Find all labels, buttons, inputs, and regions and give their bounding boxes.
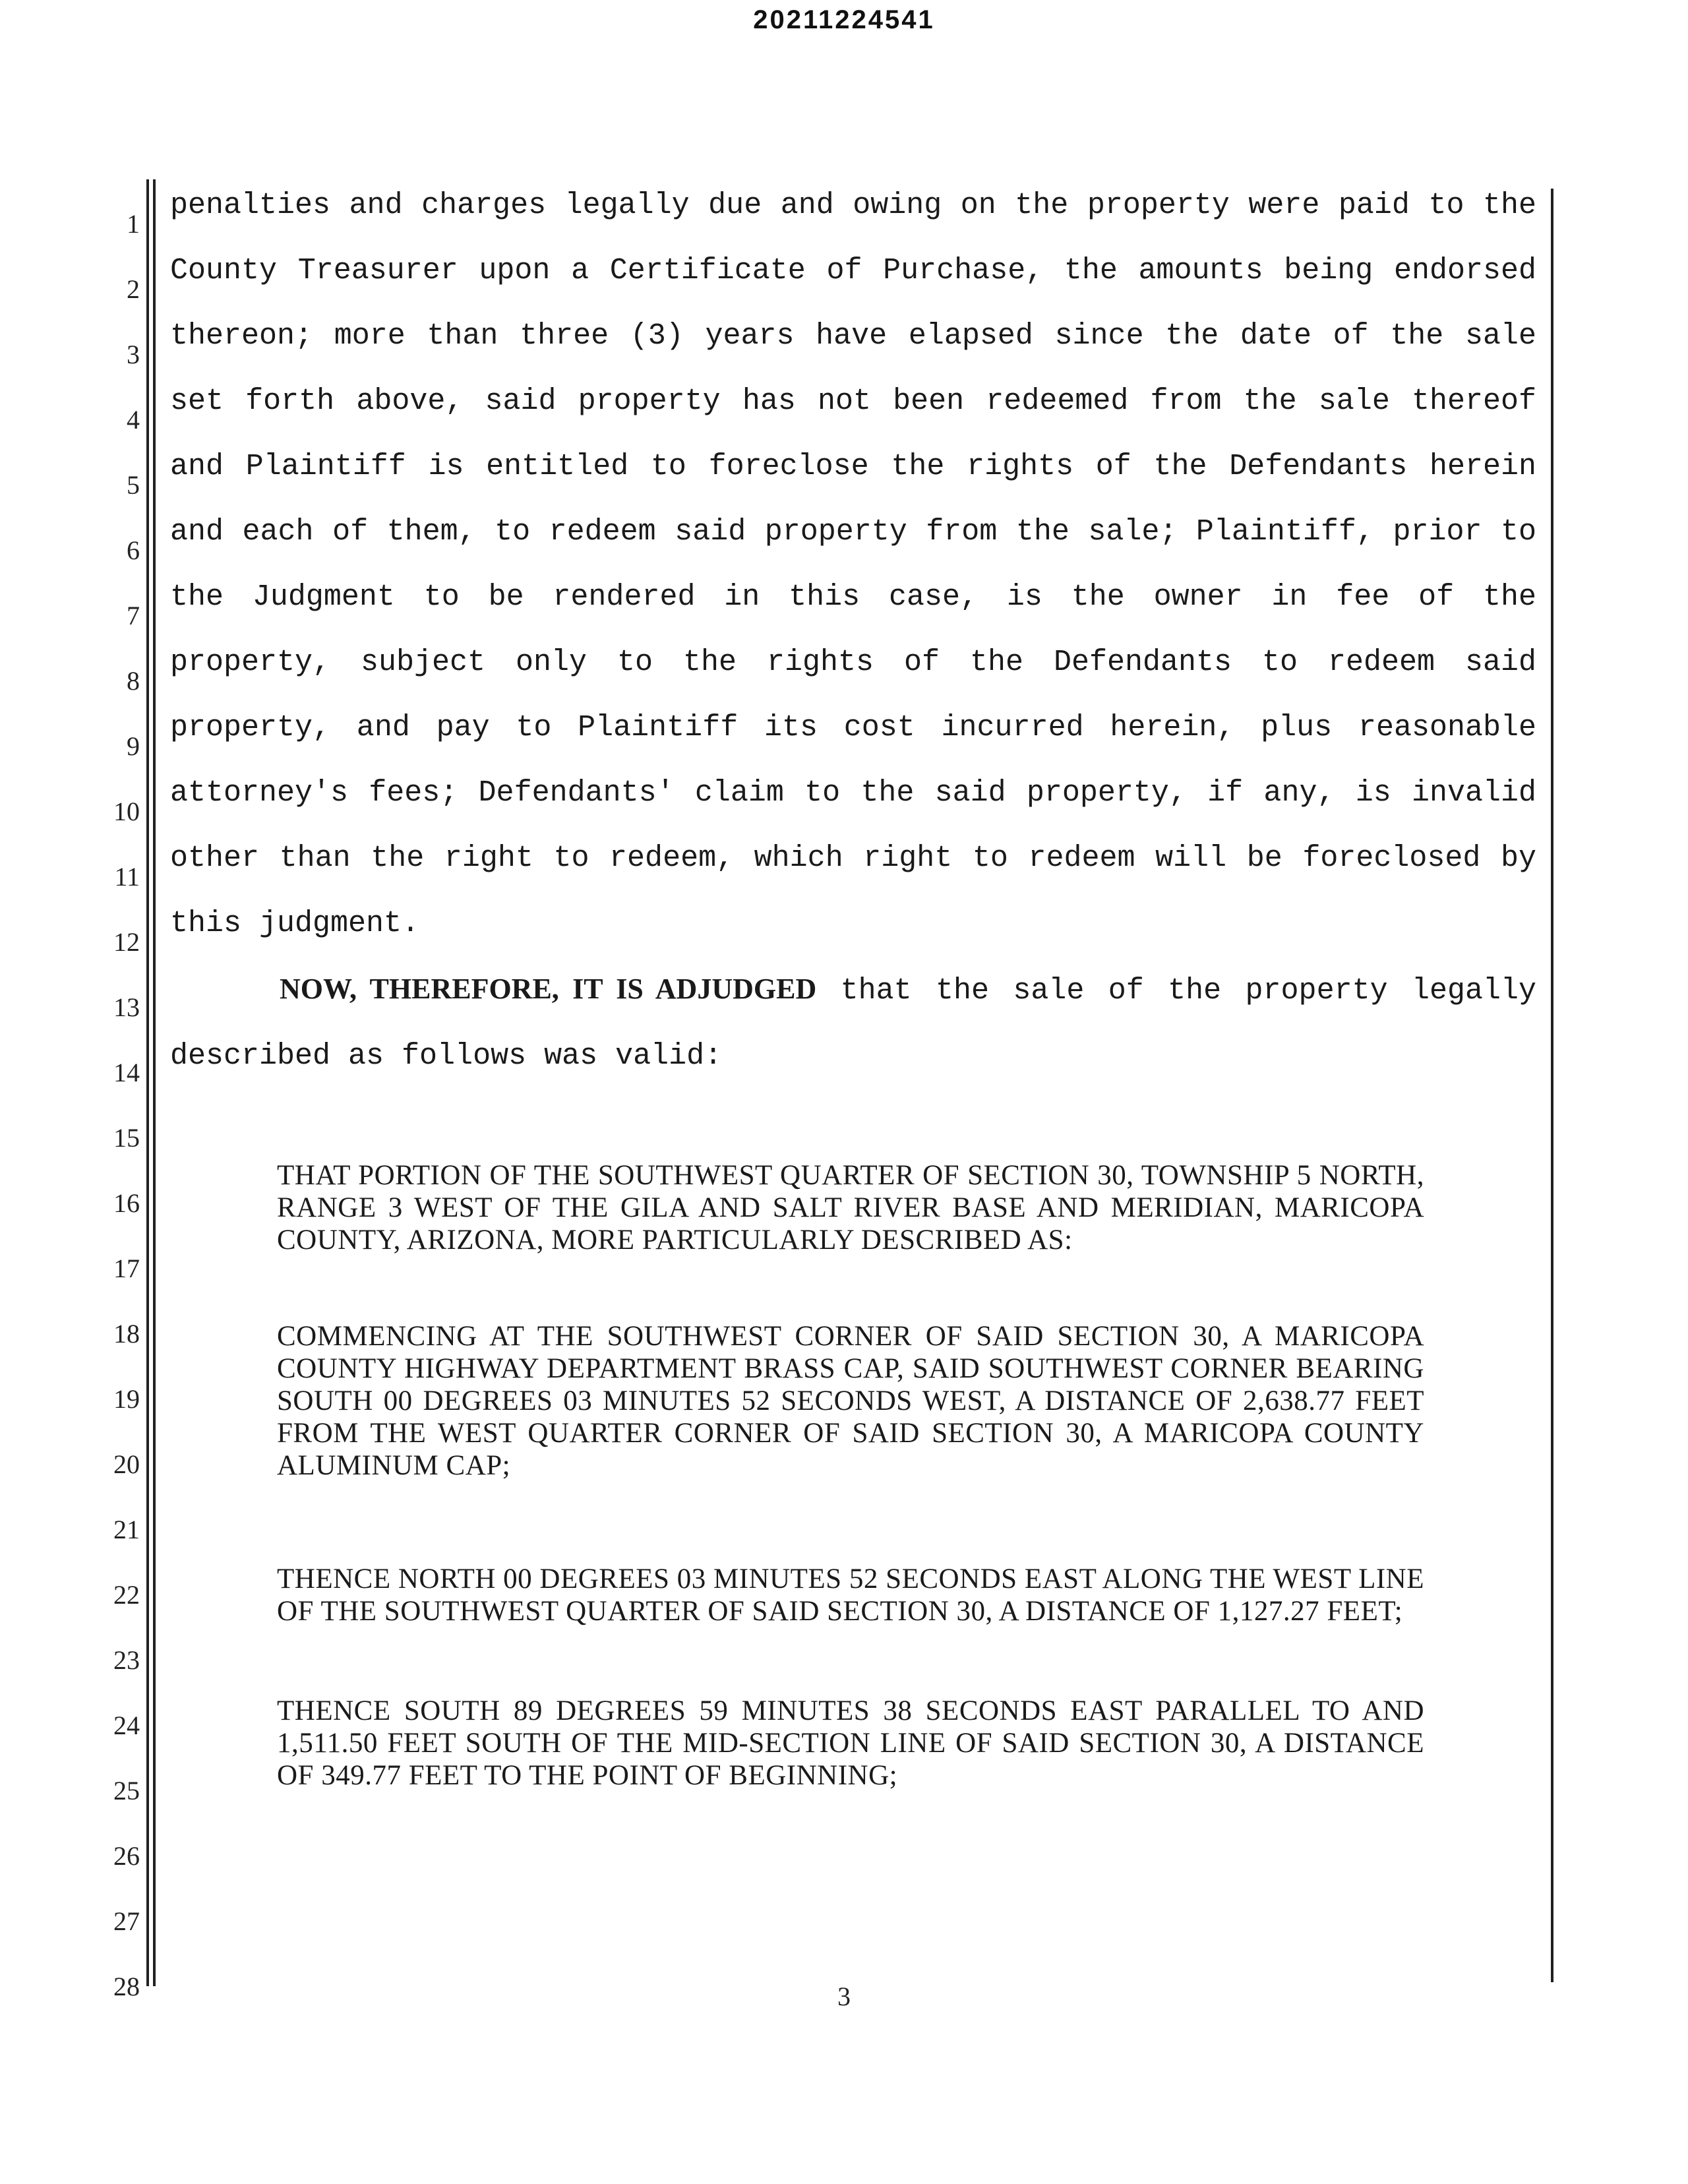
line-number: 12: [113, 927, 140, 957]
line-number: 6: [127, 535, 140, 565]
line-number: 7: [127, 601, 140, 630]
page-number: 3: [837, 1982, 851, 2011]
line-number: 25: [113, 1776, 140, 1805]
line-number: 16: [113, 1188, 140, 1218]
line-number: 19: [113, 1384, 140, 1414]
line-number: 4: [127, 405, 140, 435]
line-number: 26: [113, 1841, 140, 1871]
legal-description-block: [277, 1695, 1424, 1792]
line-number: 21: [113, 1515, 140, 1544]
line-number: 9: [127, 731, 140, 761]
left-margin-rule-outer: [146, 179, 149, 1986]
left-margin-rule-inner: [153, 179, 156, 1986]
line-number: 2: [127, 274, 140, 304]
paragraph-adjudged: [170, 956, 1536, 1089]
line-number: 1: [127, 209, 140, 239]
legal-description-paragraph: COMMENCING AT THE SOUTHWEST CORNER OF SAID SECTION 30, A MARICOPA COUNTY HIGHWAY DEPARTMENT BRASS CAP, SAID SOUTHWEST CORNER BEARING SOUTH 00 DEGREES 03 MINUTES 52 SECONDS WEST, A DISTANCE OF 2,638.77 FEET FROM THE WEST QUARTER CORNER OF SAID SECTION 30, A MARICOPA COUNTY ALUMINUM CAP;: [277, 1321, 1424, 1481]
line-number: 23: [113, 1645, 140, 1675]
line-number: 13: [113, 992, 140, 1022]
legal-description-paragraph: THENCE NORTH 00 DEGREES 03 MINUTES 52 SECONDS EAST ALONG THE WEST LINE OF THE SOUTHWEST QUARTER OF SAID SECTION 30, A DISTANCE OF 1,127.27 FEET;: [277, 1563, 1424, 1627]
legal-description-paragraph: THAT PORTION OF THE SOUTHWEST QUARTER OF SECTION 30, TOWNSHIP 5 NORTH, RANGE 3 WEST OF THE GILA AND SALT RIVER BASE AND MERIDIAN, MARICOPA COUNTY, ARIZONA, MORE PARTICULARLY DESCRIBED AS:: [277, 1160, 1424, 1256]
legal-description-block: [277, 1320, 1424, 1482]
line-number: 20: [113, 1449, 140, 1479]
line-number: 24: [113, 1711, 140, 1740]
line-number: 17: [113, 1254, 140, 1283]
adjudged-lead: NOW, THEREFORE, IT IS ADJUDGED: [280, 973, 817, 1005]
line-number: 11: [114, 862, 140, 892]
line-number: 27: [113, 1906, 140, 1936]
line-number: 10: [113, 797, 140, 826]
recording-number: 20211224541: [753, 5, 935, 34]
line-number: 22: [113, 1580, 140, 1610]
line-number: 14: [113, 1058, 140, 1087]
body-text: [170, 173, 1536, 1089]
legal-description-block: [277, 1159, 1424, 1256]
line-number: 8: [127, 666, 140, 696]
paragraph-findings: penalties and charges legally due and owing on the property were paid to the County Treasurer upon a Certificate of Purchase, the amounts being endorsed thereon; more than three (3) years have elapsed since the date of the sale set forth above, said property has not been redeemed from the sale thereof and Plaintiff is entitled to foreclose the rights of the Defendants herein and each of them, to redeem said property from the sale; Plaintiff, prior to the Judgment to be rendered in this case, is the owner in fee of the property, subject only to the rights of the Defendants to redeem said property, and pay to Plaintiff its cost incurred herein, plus reasonable attorney's fees; Defendants' claim to the said property, if any, is invalid other than the right to redeem, which right to redeem will be foreclosed by this judgment.: [170, 189, 1536, 940]
line-number: 3: [127, 340, 140, 369]
line-number: 15: [113, 1123, 140, 1153]
legal-description-block: [277, 1563, 1424, 1627]
right-margin-rule: [1551, 189, 1553, 1982]
line-number: 28: [113, 1972, 140, 2001]
line-number: 5: [127, 470, 140, 500]
adjudged-text: that the sale of the property legally described as follows was valid:: [170, 974, 1536, 1073]
line-number: 18: [113, 1319, 140, 1349]
legal-description-paragraph: THENCE SOUTH 89 DEGREES 59 MINUTES 38 SECONDS EAST PARALLEL TO AND 1,511.50 FEET SOUTH OF THE MID-SECTION LINE OF SAID SECTION 30, A DISTANCE OF 349.77 FEET TO THE POINT OF BEGINNING;: [277, 1695, 1424, 1791]
